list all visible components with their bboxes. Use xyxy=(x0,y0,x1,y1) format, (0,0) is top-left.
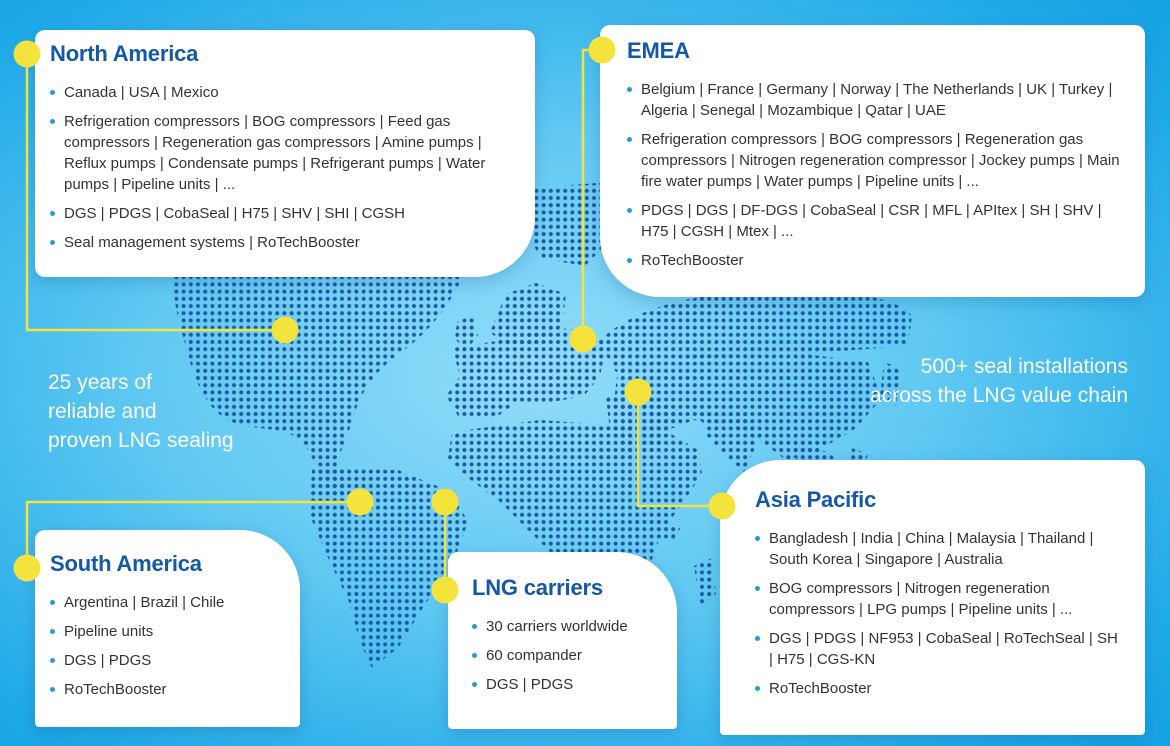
note-line: across the LNG value chain xyxy=(870,384,1128,407)
bullet-icon xyxy=(627,87,632,92)
list-item xyxy=(627,129,1127,192)
card-title: EMEA xyxy=(627,38,690,63)
list-item xyxy=(755,678,1123,699)
list-item xyxy=(755,578,1123,620)
continent-madagascar xyxy=(694,558,716,606)
card-bullet-list xyxy=(755,528,1123,699)
list-item-text: RoTechBooster xyxy=(641,252,744,269)
card-south-america xyxy=(35,530,300,727)
list-item-text: DGS | PDGS | CobaSeal | H75 | SHV | SHI | CGSH xyxy=(64,205,405,222)
bullet-icon xyxy=(50,119,55,124)
list-item xyxy=(627,200,1127,242)
list-item xyxy=(627,250,1127,271)
card-bullet-list xyxy=(50,82,517,253)
list-item-text: PDGS | DGS | DF-DGS | CobaSeal | CSR | MFL | APItex | SH | SHV | H75 | CGSH | Mtex | ... xyxy=(641,202,1102,240)
list-item-text: Seal management systems | RoTechBooster xyxy=(64,234,360,251)
bullet-icon xyxy=(472,682,477,687)
bullet-icon xyxy=(50,600,55,605)
card-lng-carriers xyxy=(448,552,677,729)
list-item-text: Refrigeration compressors | BOG compressors | Regeneration gas compressors | Nitrogen regeneration compressor | Jockey pumps | Main fire water pumps | Water pumps | Pipeline units | ... xyxy=(641,131,1120,190)
list-item xyxy=(50,592,288,613)
list-item xyxy=(755,528,1123,570)
list-item-text: 30 carriers worldwide xyxy=(486,618,628,635)
note-25-years xyxy=(48,368,234,455)
note-line: proven LNG sealing xyxy=(48,429,234,452)
list-item xyxy=(50,650,288,671)
list-item xyxy=(50,82,517,103)
card-bullet-list xyxy=(50,592,288,700)
bullet-icon xyxy=(50,90,55,95)
list-item-text: Pipeline units xyxy=(64,623,154,640)
list-item-text: Canada | USA | Mexico xyxy=(64,84,219,101)
bullet-icon xyxy=(50,658,55,663)
list-item-text: DGS | PDGS | NF953 | CobaSeal | RoTechSeal | SH | H75 | CGS-KN xyxy=(769,630,1118,668)
bullet-icon xyxy=(50,240,55,245)
list-item-text: Refrigeration compressors | BOG compressors | Feed gas compressors | Regeneration gas compressors | Amine pumps | Reflux pumps | Condensate pumps | Refrigerant pumps | Water pumps | Pipeline units | ... xyxy=(64,113,486,193)
list-item xyxy=(472,616,667,637)
card-bullet-list xyxy=(472,616,667,695)
list-item xyxy=(50,679,288,700)
continent-south-america xyxy=(310,468,468,668)
bullet-icon xyxy=(472,653,477,658)
continent-sri-lanka xyxy=(660,524,680,542)
list-item xyxy=(755,628,1123,670)
card-emea xyxy=(600,25,1145,297)
note-line: 500+ seal installations xyxy=(920,355,1128,378)
card-title: North America xyxy=(50,41,199,66)
list-item-text: RoTechBooster xyxy=(769,680,872,697)
list-item-text: Belgium | France | Germany | Norway | The Netherlands | UK | Turkey | Algeria | Senegal | Mozambique | Qatar | UAE xyxy=(641,81,1113,119)
list-item xyxy=(472,645,667,666)
bullet-icon xyxy=(755,636,760,641)
list-item xyxy=(50,111,517,195)
bullet-icon xyxy=(472,624,477,629)
bullet-icon xyxy=(755,586,760,591)
note-line: reliable and xyxy=(48,400,157,423)
bullet-icon xyxy=(627,258,632,263)
card-title: LNG carriers xyxy=(472,575,603,600)
card-north-america xyxy=(35,30,535,277)
list-item-text: RoTechBooster xyxy=(64,681,167,698)
card-title: Asia Pacific xyxy=(755,487,877,512)
card-bullet-list xyxy=(627,79,1127,271)
bullet-icon xyxy=(50,211,55,216)
list-item-text: DGS | PDGS xyxy=(64,652,152,669)
list-item xyxy=(50,232,517,253)
bullet-icon xyxy=(50,629,55,634)
bullet-icon xyxy=(627,137,632,142)
list-item-text: Bangladesh | India | China | Malaysia | Thailand | South Korea | Singapore | Australia xyxy=(769,530,1094,568)
list-item xyxy=(627,79,1127,121)
list-item-text: BOG compressors | Nitrogen regeneration compressors | LPG pumps | Pipeline units | ... xyxy=(769,580,1073,618)
list-item xyxy=(50,621,288,642)
list-item xyxy=(472,674,667,695)
bullet-icon xyxy=(755,686,760,691)
card-asia-pacific xyxy=(720,460,1145,735)
list-item xyxy=(50,203,517,224)
list-item-text: DGS | PDGS xyxy=(486,676,574,693)
bullet-icon xyxy=(755,536,760,541)
note-line: 25 years of xyxy=(48,371,152,394)
bullet-icon xyxy=(627,208,632,213)
card-title: South America xyxy=(50,551,202,576)
continent-india xyxy=(700,413,760,472)
list-item-text: Argentina | Brazil | Chile xyxy=(64,594,225,611)
list-item-text: 60 compander xyxy=(486,647,582,664)
note-500-installations xyxy=(870,352,1128,410)
bullet-icon xyxy=(50,687,55,692)
